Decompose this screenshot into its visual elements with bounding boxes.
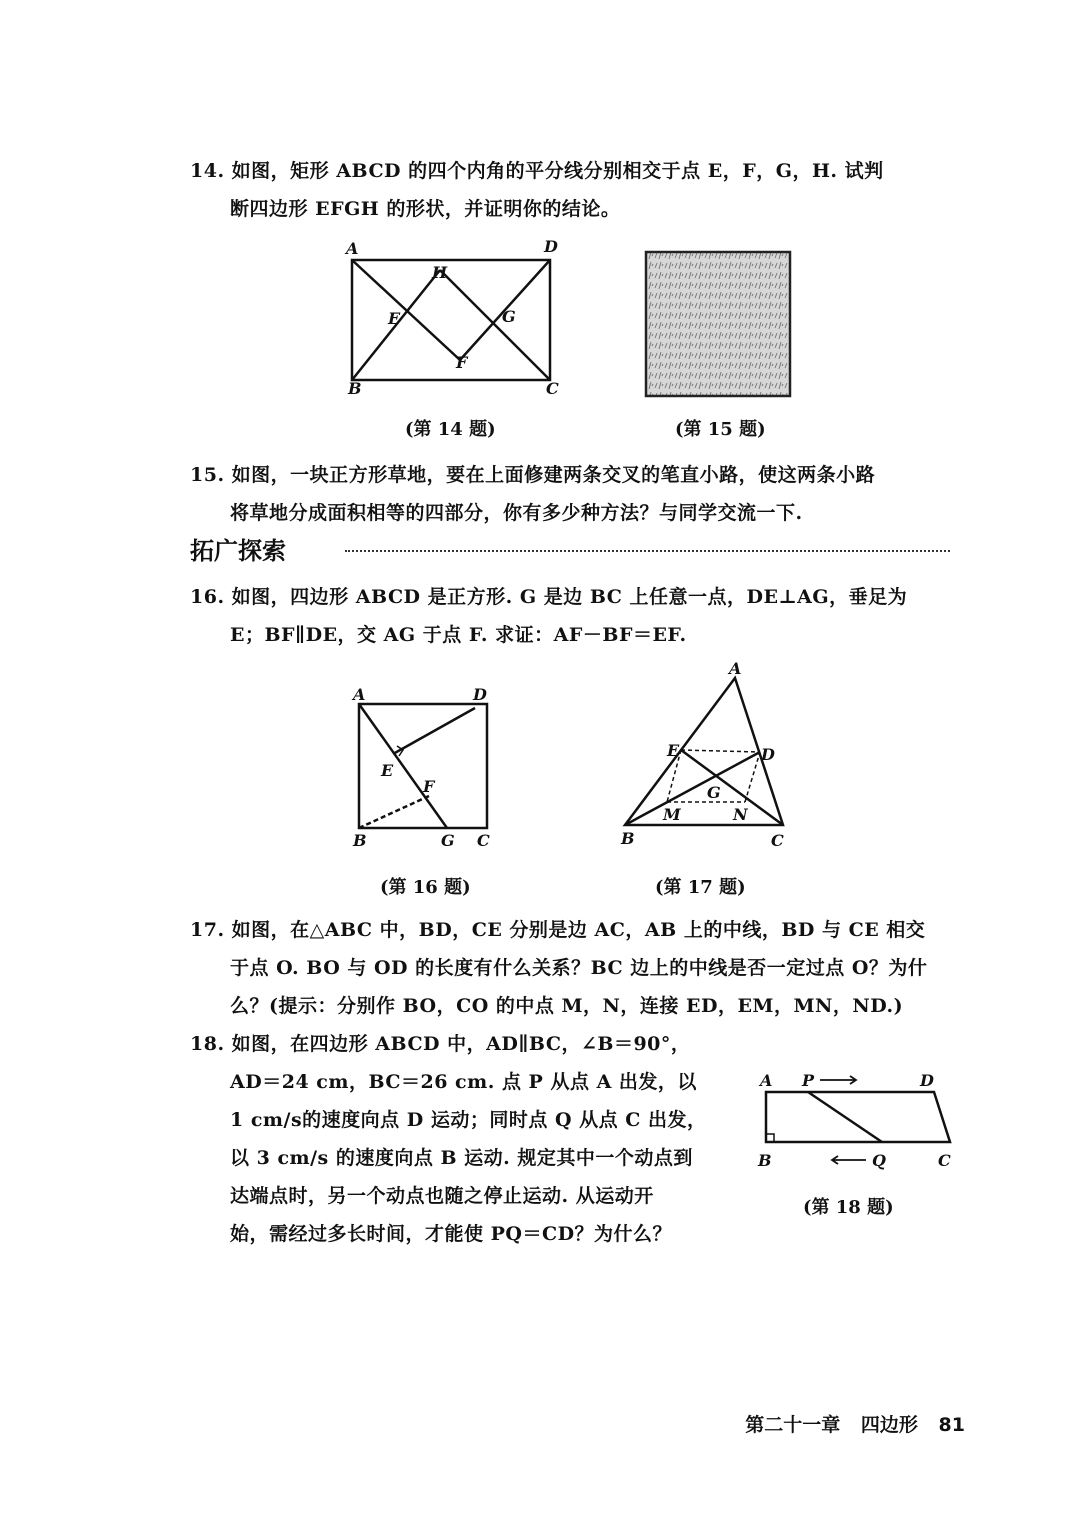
figure-16-label-C: C (477, 831, 490, 850)
figure-14-label-A: A (346, 239, 359, 258)
figure-14-label-D: D (544, 237, 558, 256)
section-divider (345, 550, 950, 552)
figure-14-label-F: F (456, 353, 468, 372)
figure-18-quadrilateral (766, 1092, 950, 1142)
figure-16 (345, 682, 505, 852)
figure-18 (752, 1068, 962, 1176)
figure-14-caption: (第 14 题) (405, 419, 496, 440)
question-18-line-3: 1 cm/s的速度向点 D 运动；同时点 Q 从点 C 出发， (230, 1109, 707, 1131)
figure-18-label-D: D (920, 1071, 934, 1090)
figure-17-label-E: E (667, 741, 680, 760)
figure-16-label-E: E (381, 761, 394, 780)
figure-18-label-C: C (938, 1151, 951, 1170)
question-15-line-1: 15. 如图，一块正方形草地，要在上面修建两条交叉的笔直小路，使这两条小路 (190, 464, 876, 486)
question-18-line-2: AD＝24 cm，BC＝26 cm. 点 P 从点 A 出发，以 (230, 1071, 697, 1093)
footer-title: 四边形 (860, 1414, 918, 1436)
question-16-line-1: 16. 如图，四边形 ABCD 是正方形. G 是边 BC 上任意一点，DE⊥AG，垂足为 (190, 586, 908, 608)
figure-16-line-BF (359, 796, 429, 828)
figure-14-label-C: C (546, 379, 559, 396)
question-18-line-1: 18. 如图，在四边形 ABCD 中，AD∥BC，∠B＝90°， (190, 1033, 691, 1055)
figure-14-rectangle (352, 260, 550, 380)
figure-16-square (359, 704, 487, 828)
question-14 (190, 152, 884, 228)
figure-14-label-H: H (432, 263, 448, 282)
figure-18-segment-PQ (808, 1092, 882, 1142)
question-18 (190, 1025, 706, 1253)
figure-16-label-D: D (473, 685, 487, 704)
figure-18-label-P: P (802, 1071, 815, 1090)
figure-17-label-D: D (761, 745, 775, 764)
figure-14 (340, 236, 570, 396)
question-15 (190, 456, 875, 532)
figure-15-caption: (第 15 题) (675, 419, 766, 440)
question-18-line-4: 以 3 cm/s 的速度向点 B 运动. 规定其中一个动点到 (230, 1147, 693, 1169)
figure-16-line-AG (359, 704, 447, 828)
figure-16-label-B: B (353, 831, 367, 850)
figure-17-label-C: C (771, 831, 784, 850)
footer-chapter: 第二十一章 (745, 1414, 841, 1436)
figure-18-caption: (第 18 题) (803, 1197, 894, 1218)
question-18-line-6: 始，需经过多长时间，才能使 PQ＝CD？为什么？ (230, 1223, 673, 1245)
footer-page-number: 81 (938, 1414, 965, 1436)
figure-14-label-E: E (388, 309, 401, 328)
figure-17-segment-ED (681, 750, 760, 752)
figure-16-label-F: F (423, 777, 435, 796)
figure-17 (615, 660, 795, 852)
figure-17-caption: (第 17 题) (655, 877, 746, 898)
page-footer (731, 1410, 965, 1437)
figure-14-label-G: G (502, 307, 516, 326)
question-17 (190, 911, 927, 1025)
question-15-line-2: 将草地分成面积相等的四部分，你有多少种方法？与同学交流一下. (230, 502, 803, 524)
question-14-line-1: 14. 如图，矩形 ABCD 的四个内角的平分线分别相交于点 E，F，G，H. 试判 (190, 160, 884, 182)
question-17-line-2: 于点 O. BO 与 OD 的长度有什么关系？BC 边上的中线是否一定过点 O？为什 (230, 957, 928, 979)
figure-17-label-O: G (707, 783, 721, 802)
figure-14-label-B: B (348, 379, 362, 396)
figure-18-label-Q: Q (872, 1151, 886, 1170)
figure-15-grass-square (644, 250, 792, 398)
question-16-line-2: E；BF∥DE，交 AG 于点 F. 求证：AF－BF＝EF. (230, 624, 687, 646)
figure-17-label-A: A (729, 660, 742, 678)
question-17-line-1: 17. 如图，在△ABC 中，BD，CE 分别是边 AC，AB 上的中线，BD 与 CE 相交 (190, 919, 926, 941)
question-17-line-3: 么？(提示：分别作 BO，CO 的中点 M，N，连接 ED，EM，MN，ND.) (230, 995, 904, 1017)
figure-16-line-DE (393, 708, 475, 754)
figure-18-label-A: A (760, 1071, 773, 1090)
question-14-line-2: 断四边形 EFGH 的形状，并证明你的结论。 (230, 198, 621, 220)
figure-17-label-M: M (663, 805, 681, 824)
figure-18-label-B: B (758, 1151, 772, 1170)
figure-16-caption: (第 16 题) (380, 877, 471, 898)
section-title: 拓广探索 (190, 537, 286, 565)
figure-16-label-G: G (441, 831, 455, 850)
figure-16-label-A: A (353, 685, 366, 704)
question-18-line-5: 达端点时，另一个动点也随之停止运动. 从运动开 (230, 1185, 654, 1207)
figure-17-label-B: B (621, 829, 635, 848)
figure-17-label-N: N (733, 805, 748, 824)
question-16 (190, 578, 907, 654)
